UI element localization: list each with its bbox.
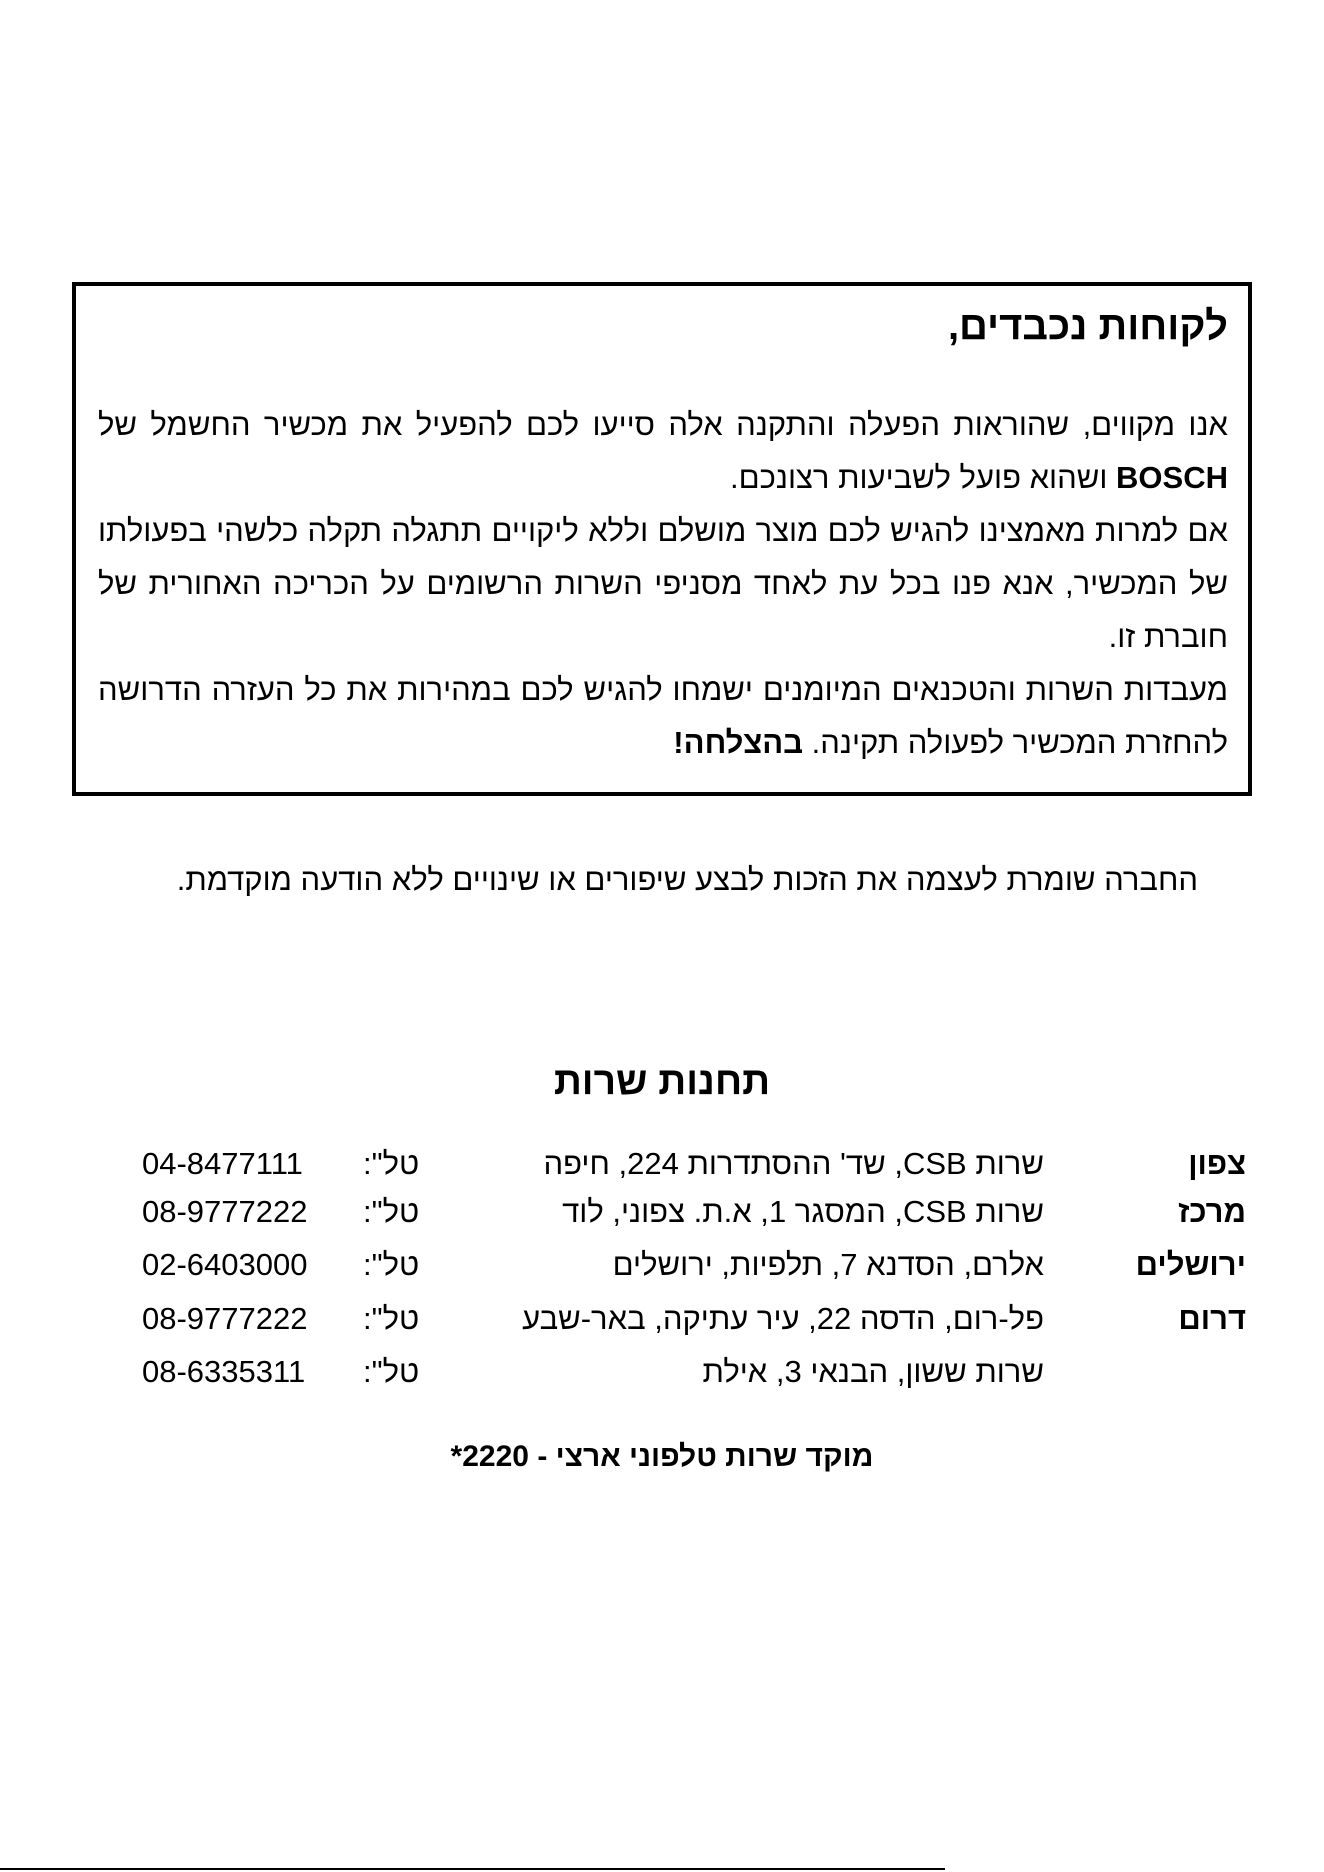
hotline: מוקד שרות טלפוני ארצי - 2220* (450, 1440, 874, 1473)
tel-label: טל": (363, 1301, 420, 1336)
station-address: אלרם, הסדנא 7, תלפיות, ירושלים (612, 1247, 1044, 1282)
service-stations-title: תחנות שרות (553, 1060, 771, 1103)
notice-paragraph-3 (98, 663, 1228, 769)
station-address: שרות CSB, המסגר 1, א.ת. צפוני, לוד (562, 1194, 1044, 1229)
station-row (0, 1247, 1324, 1297)
notice-body (98, 398, 1228, 769)
station-region: ירושלים (1135, 1247, 1246, 1282)
station-address: פל-רום, הדסה 22, עיר עתיקה, באר-שבע (522, 1301, 1044, 1336)
station-address: שרות CSB, שד' ההסתדרות 224, חיפה (543, 1146, 1044, 1181)
tel-label: טל": (363, 1146, 420, 1181)
station-phone: 08-9777222 (142, 1301, 308, 1336)
notice-paragraph-2: אם למרות מאמצינו להגיש לכם מוצר מושלם וללא ליקויים תתגלה תקלה כלשהי בפעולתו של המכשיר, אנא פנו בכל עת לאחד מסניפי השרות הרשומים על הכריכה האחורית של חוברת זו. (98, 513, 1228, 654)
station-row (0, 1194, 1324, 1244)
station-region: דרום (1178, 1301, 1246, 1336)
notice-paragraph-1 (98, 398, 1228, 504)
brand-name: BOSCH (1116, 460, 1228, 495)
station-row (0, 1354, 1324, 1404)
station-phone: 08-6335311 (142, 1354, 306, 1389)
station-address: שרות ששון, הבנאי 3, אילת (702, 1354, 1044, 1389)
customer-notice-box (72, 282, 1252, 796)
station-row (0, 1146, 1324, 1196)
notice-p1-end: ושהוא פועל לשביעות רצונכם. (729, 460, 1117, 495)
station-region: מרכז (1178, 1194, 1246, 1229)
notice-title: לקוחות נכבדים, (947, 304, 1228, 348)
footer-divider (0, 1868, 945, 1870)
station-phone: 08-9777222 (142, 1194, 308, 1229)
station-phone: 02-6403000 (142, 1247, 308, 1282)
station-region: צפון (1188, 1146, 1246, 1181)
tel-label: טל": (363, 1247, 420, 1282)
tel-label: טל": (363, 1354, 420, 1389)
disclaimer: החברה שומרת לעצמה את הזכות לבצע שיפורים או שינויים ללא הודעה מוקדמת. (176, 862, 1198, 897)
good-luck-text: בהצלחה! (673, 725, 804, 760)
tel-label: טל": (363, 1194, 420, 1229)
notice-p1-text: אנו מקווים, שהוראות הפעלה והתקנה אלה סייעו לכם להפעיל את מכשיר החשמל של (98, 407, 1228, 442)
station-row (0, 1301, 1324, 1351)
station-phone: 04-8477111 (142, 1146, 303, 1181)
notice-p3-text: מעבדות השרות והטכנאים המיומנים ישמחו להגיש לכם במהירות את כל העזרה הדרושה להחזרת המכשיר לפעולה תקינה. (98, 672, 1228, 760)
